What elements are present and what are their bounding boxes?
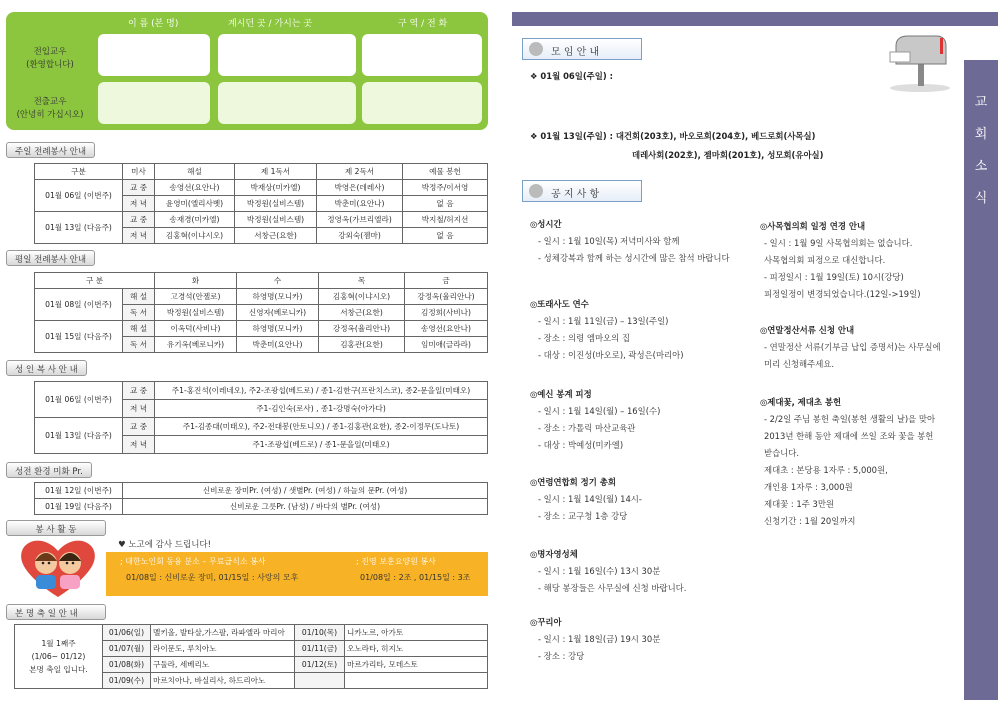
- transfer-in-name: [98, 34, 210, 76]
- table-row: 1월 1째주 (1/06~ 01/12) 본명 축일 입니다. 01/06(일) 멜키올, 발타살,가스팔, 라파엘라 마리아 01/10(목) 니카노르, 아가토: [15, 625, 488, 641]
- right-page: 교 회 소 식 모 임 안 내 ❖ 01월 06일(주일) : ❖ 01월 13일(주일) : 대건회(203호), 바오로회(204호), 베드로회(사목실) 데레사회(202호), 젬마회(201호), 성모회(유아실) 공 지 사 항 ◎성시간 - 일시 : 1월 10일(목) 저녁미사와 함께 - 성체강복과 함께 하는 성시간에 많은 참석 바랍니다 ◎또래사도 연수 - 일시 : 1월 11일(금) – 13일(주일) - 장소 : 의령 엠마오의 집 - 대상 : 이진성(바오로), 곽성은(마리아) ◎예신 봉계 피정 - 일시 : 1월 14일(월) – 16일(수) - 장소 : 가톨릭 마산교육관 - 대상 : 박예성(미카엘) ◎연령연합회 정기 총회 - 일시 : 1월 14일(월) 14시- - 장소 : 교구청 1층 강당 ◎명자영성체 - 일시 : 1월 16일(수) 13시 30분 - 해당 봉장들은 사무실에 신청 바랍니다. ◎꾸리아 - 일시 : 1월 18일(금) 19시 30분 - 장소 : 강당 ◎사목협의회 일정 연경 안내 - 일시 : 1월 9일 사목협의회는 없습니다. 사목협의회 피정으로 대신합니다. - 피정일시 : 1월 19일(토) 10시(강당) 피정일정이 변경되었습니다.(12일->19일) ◎연말정산서류 신청 안내 - 연말정산 서류(기부금 납입 증명서)는 사무실에 미리 신청해주세요. ◎제대꽃, 제대초 봉헌 - 2/2일 주님 봉헌 축일(봉헌 생활의 날)을 맞아 2013년 한해 동안 제대에 쓰일 조와 꽃을 봉헌 받습니다. 제대초 : 본당용 1자루 : 5,000원, 개인용 1자루 : 3,000원 제대꽃 : 1주 3만원 신청기간 : 1월 20일까지: [512, 12, 998, 700]
- environment-table: [34, 482, 488, 515]
- transfer-in-label: 전입교우 (환영합니다): [26, 47, 74, 70]
- transfer-out-place: [218, 82, 356, 124]
- table-row: 독 서 유기옥(베로니카) 박춘미(요안나) 김홍관(요한) 임미애(글라라): [35, 337, 488, 353]
- table-row: 저 녁 주1-조광섭(베드로) / 종1-문을일(미태오): [35, 436, 488, 454]
- adult-server-table: [34, 381, 488, 454]
- transfer-out-name: [98, 82, 210, 124]
- notice-title: 공 지 사 항: [522, 180, 642, 202]
- table-row: 저 녁 주1-김인숙(로사) , 종1-강명숙(아가다): [35, 400, 488, 418]
- header-place: 계시던 곳 / 가시는 곳: [228, 19, 313, 29]
- table-row: 01월 08일 (이번주) 해 설 고경석(안젤로) 하영명(모니카) 김홍혁(이냐시오) 강정옥(율리안나): [35, 289, 488, 305]
- service-banner: [6, 535, 488, 597]
- table-row: 01월 13일 (다음주) 교 중 주1-김종대(미태오), 주2-전대봉(안토니오) / 종1-김홍관(요한), 종2-이정무(도나토): [35, 418, 488, 436]
- mailbox-icon: [884, 32, 956, 94]
- feast-week-label: 1월 1째주 (1/06~ 01/12) 본명 축일 입니다.: [15, 625, 103, 689]
- meeting-2b: 데레사회(202호), 젬마회(201호), 성모회(유아실): [632, 150, 824, 160]
- newcomer-box: [6, 12, 488, 130]
- table-row: 저 녁 김홍혁(이냐시오) 서창근(요한) 강외숙(젬마) 없 음: [35, 228, 488, 244]
- meeting-1: ❖ 01월 06일(주일) :: [530, 71, 613, 81]
- table-row: 01/09(수) 마르치아나, 바실리사, 하드리아노: [15, 673, 488, 689]
- top-band: [512, 12, 998, 26]
- service-detail-box: ; 대한노인회 동융 분소 – 무료급식소 봉사 01/08일 : 신비로운 장미, 01/15일 : 사랑의 모후 ; 진영 보훈요양원 봉사 01/08일 : 2조 , 01/15일 : 3조: [106, 552, 488, 596]
- table-row: 01월 06일 (이번주) 교 중 주1-홍진석(이레네오), 주2-조광섭(베드로) / 종1-김한구(프란치스코), 종2-문을일(미태오): [35, 382, 488, 400]
- side-title: 교 회 소 식: [974, 95, 988, 206]
- service-title: 봉 사 활 동: [6, 520, 106, 536]
- transfer-out-label: 전출교우 (안녕히 가십시오): [16, 97, 84, 120]
- table-row: 독 서 박정원(실비스템) 신영자(베로니카) 서창근(요한) 김정희(사비나): [35, 305, 488, 321]
- retreat-date: - 피정일시 : 1월 19일(토) 10시(강당): [764, 272, 904, 282]
- meeting-2a: ❖ 01월 13일(주일) : 대건회(203호), 바오로회(204호), 베드로회(사목실): [530, 131, 816, 141]
- header-name: 이 름 (본 명): [128, 19, 179, 29]
- weekday-liturgy-table: 구 분 화 수 목 금 01월 08일 (이번주) 해 설 고경석(안젤로) 하영명(모니카) 김홍혁(이냐시오) 강정옥(율리안나) 독 서 박정원(실비스템) 신영자(베로니카) 서창근(요한) 김정희(사비나) 01월 15일 (다음주) 해 설 이옥덕(사비나) 하영명(모니카) 강정옥(율리안나) 송영선(요안나) 독 서 유기옥(베로니카) 박춘미(요안나) 김홍관(요한) 임미애(글라라): [34, 272, 488, 353]
- sunday-liturgy-title: 주일 전례봉사 안내: [6, 142, 95, 158]
- transfer-in-district: [362, 34, 482, 76]
- table-row: 01/07(월) 라이문도, 루치아노 01/11(금) 오노라타, 히지노: [15, 641, 488, 657]
- table-row: 01월 06일 (이번주) 교 중 송영선(요안나) 박재상(미카엘) 박영은(데레사) 박정주/이서영: [35, 180, 488, 196]
- sunday-liturgy-table: 구분 미사 해설 제 1독서 제 2독서 예물 봉헌 01월 06일 (이번주) 교 중 송영선(요안나) 박재상(미카엘) 박영은(데레사) 박정주/이서영 저 녁 윤영미(엘리사벳) 박정원(실비스템) 박춘미(요안나) 없 음 01월 13일 (다음주) 교 중 송재경(미카엘) 박정원(실비스템) 정영옥(가브리엘라) 박지철/허지선 저 녁 김홍혁(이냐시오) 서창근(요한) 강외숙(젬마) 없 음: [34, 163, 488, 244]
- adult-server-title: 성 인 복 사 안 내: [6, 360, 87, 376]
- feast-title: 본 명 축 일 안 내: [6, 604, 106, 620]
- person-icon: [529, 184, 543, 198]
- table-row: 01월 12일 (이번주) 신비로운 장미Pr. (여성) / 샛별Pr. (여성) / 하늘의 문Pr. (여성): [35, 483, 488, 499]
- table-row: 01월 19일 (다음주) 신비로운 그릇Pr. (남성) / 바다의 별Pr. (여성): [35, 499, 488, 515]
- weekday-liturgy-title: 평일 전례봉사 안내: [6, 250, 95, 266]
- header-district: 구 역 / 전 화: [398, 19, 448, 29]
- table-row: 01월 13일 (다음주) 교 중 송재경(미카엘) 박정원(실비스템) 정영옥(가브리엘라) 박지철/허지선: [35, 212, 488, 228]
- transfer-in-place: [218, 34, 356, 76]
- table-row: 01월 15일 (다음주) 해 설 이옥덕(사비나) 하영명(모니카) 강정옥(율리안나) 송영선(요안나): [35, 321, 488, 337]
- meeting-title: 모 임 안 내: [522, 38, 642, 60]
- environment-title: 성전 환경 미화 Pr.: [6, 462, 92, 478]
- thanks-text: ♥ 노고에 감사 드립니다!: [118, 540, 212, 550]
- couple-heart-icon: [14, 535, 102, 601]
- transfer-out-district: [362, 82, 482, 124]
- table-row: 저 녁 윤영미(엘리사벳) 박정원(실비스템) 박춘미(요안나) 없 음: [35, 196, 488, 212]
- person-icon: [529, 42, 543, 56]
- table-row: 01/08(화) 구둘라, 세베리노 01/12(토) 마르가리타, 모데스토: [15, 657, 488, 673]
- feast-table: [14, 624, 488, 689]
